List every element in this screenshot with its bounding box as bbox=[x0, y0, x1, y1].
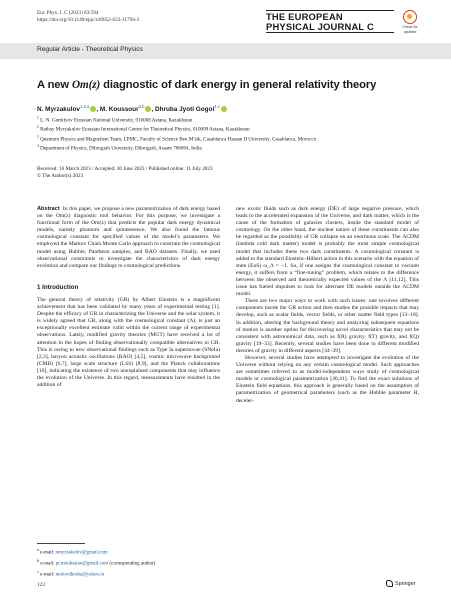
citation-line: Eur. Phys. J. C (2023) 83:594 bbox=[37, 10, 99, 16]
affiliation-item bbox=[37, 115, 316, 124]
title-text-before: A new bbox=[37, 79, 73, 91]
affiliation-text: Quantum Physics and Magnetism Team, LPMC, Faculty of Science Ben M’sik, Casablanca Hassan II University, Casablanca, Morocco bbox=[40, 136, 317, 143]
abstract bbox=[37, 206, 220, 270]
author-name[interactable]: N. Myrzakulov bbox=[37, 106, 80, 114]
affiliation-item bbox=[37, 134, 316, 143]
footnote-mark: b bbox=[37, 557, 40, 563]
springer-horse-icon bbox=[386, 580, 393, 587]
body-paragraph: new exotic fluids such as dark energy (DE) of large negative pressure, which leads to the accelerated expansion of the Universe, and dark matter, which is the cause of the formation of galaxies clusters, inside the standard model of cosmology. On the other hand, the unclear nature of these constituents can also be regarded as the possibility of GR collapse on an enormous scale. The ΛCDM (lambda cold dark matter) model is probably the most simple cosmological model that includes these two dark constituents. A cosmological constant is added to the standard Einstein–Hilbert action in this scenario with the equation of state (EoS) ω_Λ = −1. So, if one assigns the cosmological constant to vacuum energy, it suffers from a “fine-tuning” problem, which relates to the difference between the observed and theoretically expected values of the Λ [11,12]. This issue has fueled impulses to look for alternate DE models outside the ΛCDM model. bbox=[236, 206, 419, 298]
footnote-item bbox=[37, 568, 220, 579]
author-affil-mark[interactable]: 4,c bbox=[214, 104, 220, 109]
footnote-label: e-mail: bbox=[40, 561, 55, 567]
doi-link[interactable]: https://doi.org/10.1140/epjc/s10052-023-11794-3 bbox=[37, 17, 140, 23]
author-list: N. Myrzakulov$^{1,2,a}$ , M. Koussour$^{3,b}$ , Dhruba Jyoti Gogoi$^{4,c}$ bbox=[37, 104, 227, 113]
publisher-logo bbox=[386, 580, 415, 587]
footnote-item bbox=[37, 546, 220, 557]
author-affil-mark[interactable]: 3,b bbox=[138, 104, 145, 109]
email-link[interactable]: pr.mouhssine@gmail.com bbox=[55, 561, 109, 567]
section-heading-introduction: 1 Introduction bbox=[37, 283, 79, 291]
article-type-band bbox=[0, 43, 451, 59]
footnote-mark: a bbox=[37, 547, 39, 552]
author-name[interactable]: Dhruba Jyoti Gogoi bbox=[154, 106, 215, 114]
journal-name-line2: PHYSICAL JOURNAL C bbox=[266, 22, 394, 33]
journal-logo bbox=[266, 10, 394, 38]
affiliation-item bbox=[37, 143, 316, 152]
affiliations bbox=[37, 115, 316, 153]
footnote-rule bbox=[37, 543, 85, 544]
footnotes bbox=[37, 543, 220, 579]
orcid-icon[interactable] bbox=[145, 106, 151, 112]
copyright: © The Author(s) 2023 bbox=[37, 172, 84, 179]
check-updates-label-2: updates bbox=[403, 30, 417, 34]
check-updates-label-1: Check for bbox=[402, 25, 418, 29]
affiliation-text: Department of Physics, Dibrugarh University, Dibrugarh, Assam 786004, India bbox=[40, 146, 202, 153]
paper-title bbox=[37, 79, 376, 91]
orcid-icon[interactable] bbox=[221, 106, 227, 112]
email-link[interactable]: nmyrzakulov@gmail.com bbox=[55, 550, 108, 556]
affiliation-text: Ratbay Myrzakulov Eurasian International Centre for Theoretical Physics, 010009 Astana, Kazakhstan bbox=[40, 127, 250, 134]
email-link[interactable]: moloydhruba@yahoo.in bbox=[55, 572, 105, 578]
footnote-mark: c bbox=[37, 568, 39, 574]
footnote-suffix: (corresponding author) bbox=[108, 561, 156, 567]
author-affil-mark[interactable]: 1,2,a bbox=[79, 104, 90, 109]
affiliation-item bbox=[37, 124, 316, 133]
affiliation-text: L. N. Gumilyov Eurasian National University, 010008 Astana, Kazakhstan bbox=[40, 117, 193, 124]
history-dates: Received: 16 March 2023 / Accepted: 30 June 2023 / Published online: 11 July 2023 bbox=[37, 166, 213, 172]
abstract-text: In this paper, we propose a new parametrization of dark energy based on the Om(z) diagnostic tool behavior. For this purpose, we investigate a functional form of the Om(z) that predicts the popular dark energy dynamical models, namely phantom and quintessence. We also found the famous cosmological constant for specified values of the model’s parameters. We employed the Markov Chain Monte Carlo approach to constrain the cosmological model using Hubble, Pantheon samples, and BAO datasets. Finally, we used observational constraints to investigate the characteristics of dark energy evolution and compare our findings to cosmological predictions. bbox=[37, 206, 221, 269]
affiliation-number: 3 bbox=[37, 134, 39, 139]
footnote-label: e-mail: bbox=[40, 572, 55, 578]
author-name[interactable]: M. Koussour bbox=[99, 106, 139, 114]
body-paragraph: However, several studies have attempted to investigate the evolution of the Universe without relying on any certain cosmological model. Such approaches are sometimes referred to as model-independent ways study of cosmological models or cosmological parametrization [40,41]. To find the exact solutions of Einstein field equations, this approach is generally based on the assumption of parametrization of geometrical parameters (such as the Hubble parameter H, deceler- bbox=[236, 354, 419, 404]
publisher-name: Springer bbox=[395, 580, 416, 587]
affiliation-number: 4 bbox=[37, 144, 39, 149]
journal-citation bbox=[37, 10, 139, 24]
check-for-updates-button[interactable] bbox=[399, 10, 421, 36]
affiliation-number: 1 bbox=[37, 116, 39, 120]
page-number: 123 bbox=[37, 582, 46, 588]
footnote-item bbox=[37, 557, 220, 568]
check-updates-icon bbox=[403, 10, 417, 24]
journal-name-line1: THE EUROPEAN bbox=[266, 10, 394, 22]
publication-dates bbox=[37, 166, 213, 180]
article-type: Regular Article - Theoretical Physics bbox=[37, 46, 143, 53]
orcid-icon[interactable] bbox=[90, 106, 96, 112]
right-column bbox=[236, 206, 419, 405]
intro-paragraph: The general theory of relativity (GR) by Albert Einstein is a magnificent achievement that has been validated by many years of experimental testing [1]. Despite the efficacy of GR in characterizing the Universe and the solar system, it is widely agreed that GR, along with the cosmological constant (Λ), is just an exceptionally excellent estimate valid within the current range of experimental observations. Lately, modified gravity theories (MGT) have received a lot of attention in the hopes of finding observationally compatible alternatives to GR. This is owing to new observational findings such as Type Ia supernovae (SNeIa) [2,3], baryon acoustic oscillations (BAO) [4,5], cosmic microwave background (CMB) [6,7], large scale structure (LSS) [8,9], and the Planck collaborations [10], indicating the existence of two unexplained components that may influence the evolution of the Universe. In this regard, measurements have resulted in the addition of bbox=[37, 296, 220, 389]
body-paragraph: There are two major ways to work with such issues: one involves different components inside the GR action and then studies the possible impacts that may develop, such as scalar fields, vector fields, or other matter field types [13–18]. In addition, altering the background theory and analyzing subsequent equations of motion is another option for discovering novel characteristics that may not be consistent with astronomical data, such as f(R) gravity, f(T) gravity, and f(Q) gravity [19–33]. Recently, several studies have been done in different modified theories of gravity in different aspects [34–39]. bbox=[236, 298, 419, 354]
title-text-after: diagnostic of dark energy in general relativity theory bbox=[100, 79, 377, 91]
affiliation-number: 2 bbox=[37, 125, 39, 130]
footnote-label: e-mail: bbox=[40, 550, 55, 556]
title-math: Om(z) bbox=[72, 79, 101, 91]
abstract-label: Abstract bbox=[37, 206, 60, 212]
left-column bbox=[37, 206, 220, 389]
